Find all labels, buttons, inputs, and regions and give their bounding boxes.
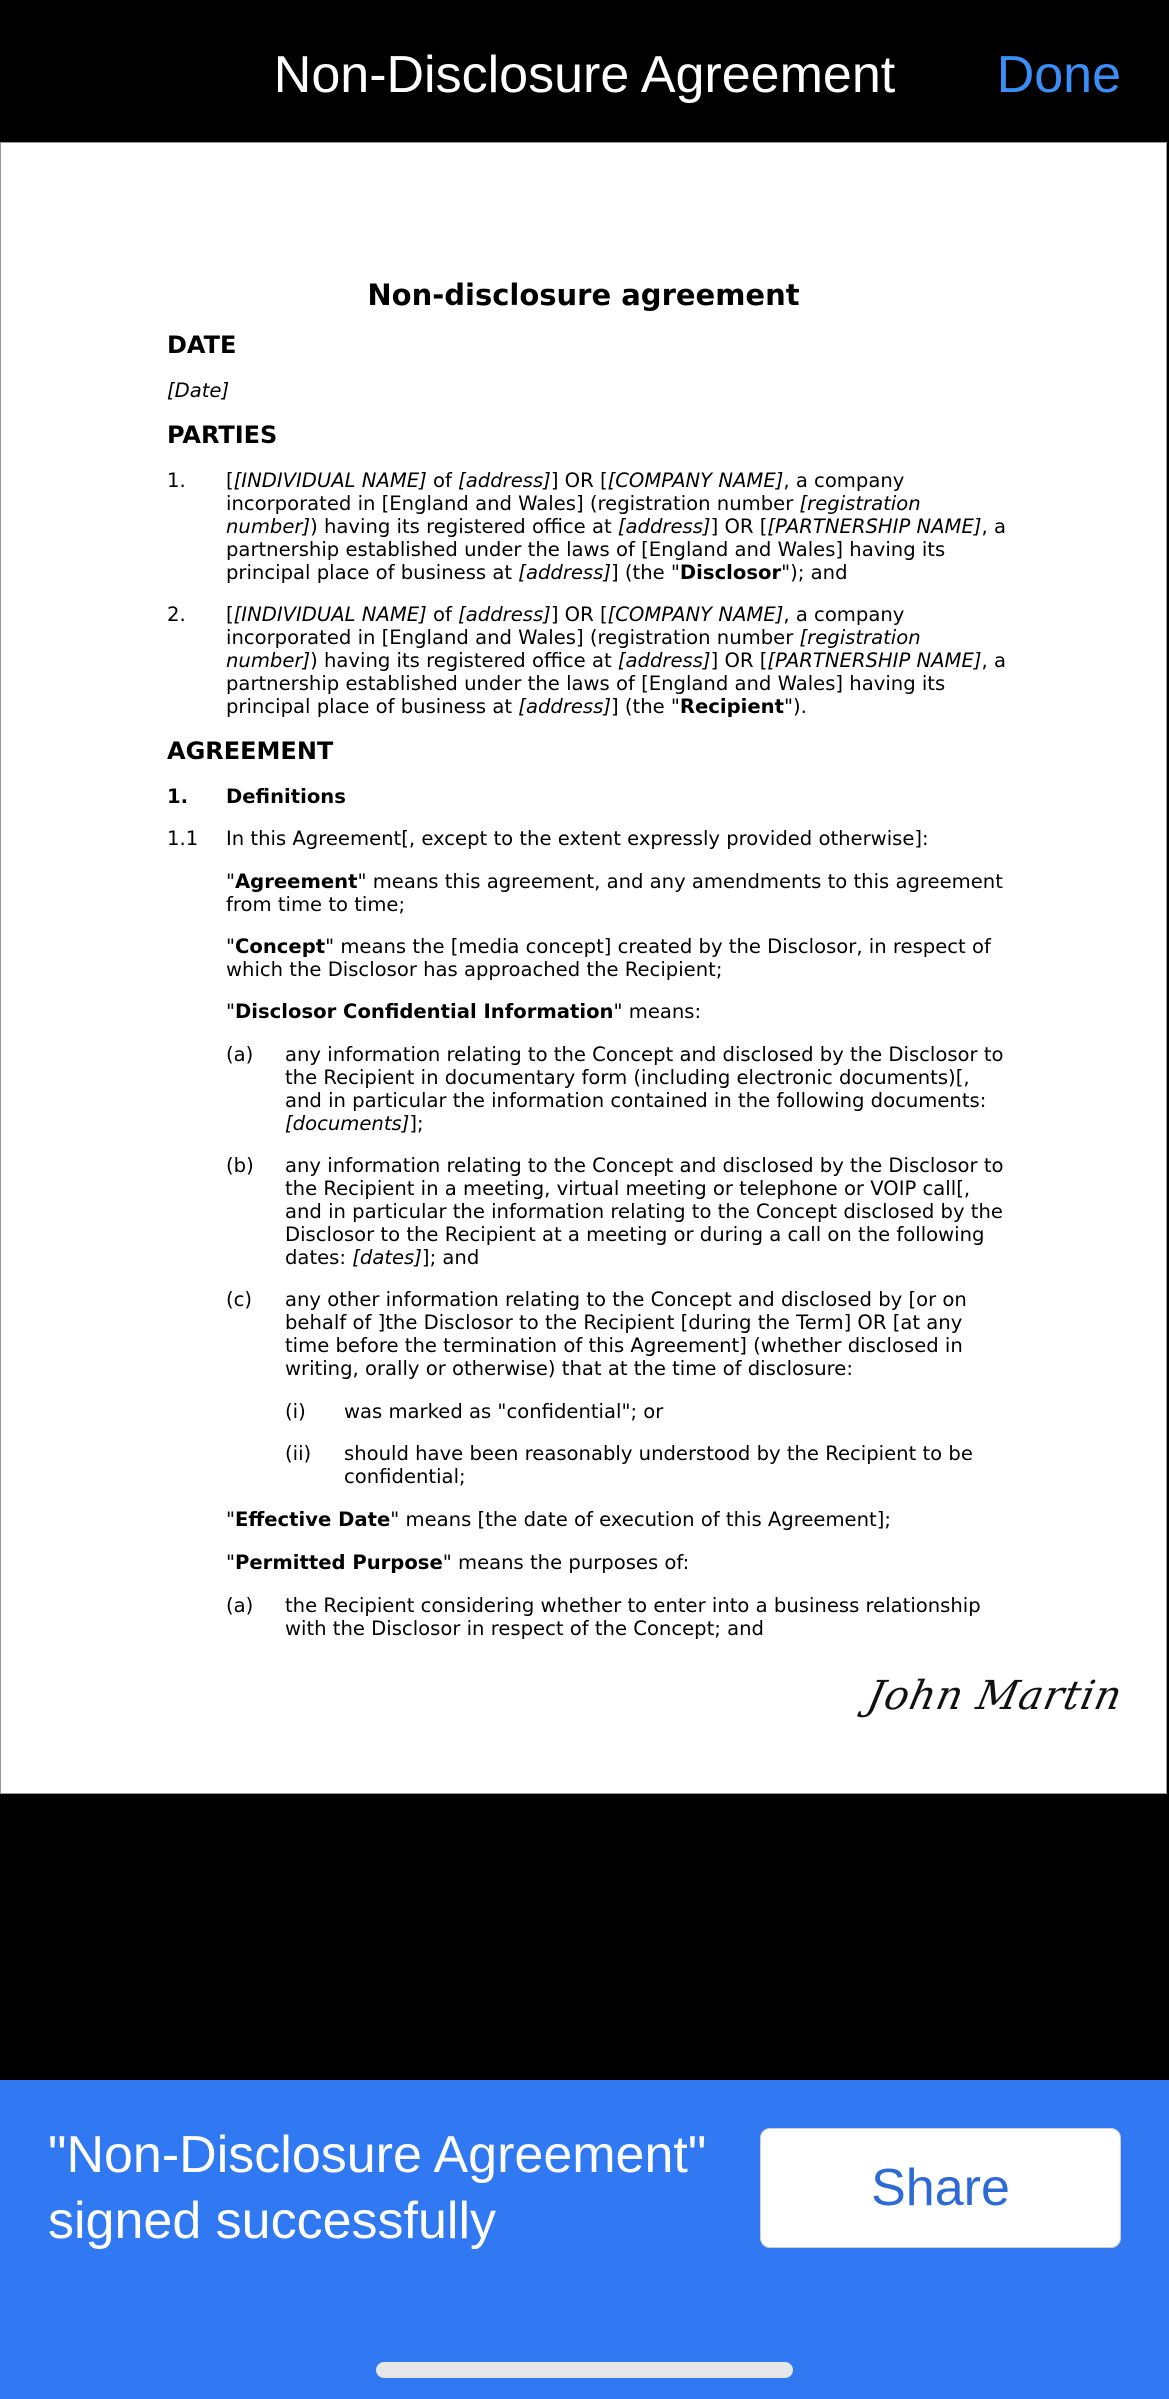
navigation-bar	[0, 0, 1169, 142]
pp-a-text: the Recipient considering whether to enter into a business relationship with the Disclosor in respect of the Concept; and	[285, 1594, 981, 1640]
party-2-role: Recipient	[679, 695, 784, 718]
success-banner	[0, 2080, 1169, 2399]
def-concept: "Concept" means the [media concept] created by the Disclosor, in respect of which the Disclosor has approached the Recipient;	[226, 935, 991, 981]
def-permitted-text: " means the purposes of:	[442, 1551, 690, 1574]
success-message: "Non-Disclosure Agreement" signed successfully	[48, 2126, 707, 2250]
item-i-text: was marked as "confidential"; or	[344, 1400, 664, 1423]
item-c-label: (c)	[226, 1288, 253, 1311]
def-agreement: "Agreement" means this agreement, and any amendments to this agreement from time to time;	[226, 870, 1003, 916]
definitions-number: 1.	[167, 785, 189, 808]
home-indicator[interactable]	[376, 2362, 793, 2378]
date-value: [Date]	[167, 379, 230, 402]
def-dci: "Disclosor Confidential Information" means:	[226, 1000, 702, 1023]
party-1-number: 1.	[167, 469, 186, 492]
item-ii-text: should have been reasonably understood by the Recipient to be confidential;	[344, 1442, 973, 1488]
share-button[interactable]: Share	[760, 2128, 1121, 2248]
party-2-text: [[INDIVIDUAL NAME] of [address]] OR [[COMPANY NAME], a company incorporated in [England and Wales] (registration number [registration number]) having its registered office at [address]] OR [[PARTNERSHIP NAME], a partnership established under the laws of [England and Wales] having its principal place of business at [address]] (the "Recipient").	[226, 603, 1006, 718]
document-title: Non-Disclosure Agreement	[273, 46, 896, 104]
def-concept-term: Concept	[235, 935, 326, 958]
signature-image: John Martin	[863, 1673, 1127, 1719]
def-permitted-term: Permitted Purpose	[235, 1551, 443, 1574]
definitions-title: Definitions	[226, 785, 346, 808]
def-agreement-term: Agreement	[235, 870, 358, 893]
def-concept-text: " means the [media concept] created by the Disclosor, in respect of which the Disclosor has approached the Recipient;	[226, 935, 991, 981]
item-b-text: any information relating to the Concept and disclosed by the Disclosor to the Recipient in a meeting, virtual meeting or telephone or VOIP call[, and in particular the information relating to the Concept disclosed by the Disclosor to the Recipient at a meeting or during a call on the following dates: [dates]]; and	[285, 1154, 1004, 1269]
parties-heading: PARTIES	[167, 421, 278, 449]
clause-number: 1.1	[167, 827, 199, 850]
party-2-number: 2.	[167, 603, 186, 626]
done-button[interactable]: Done	[996, 46, 1121, 104]
date-heading: DATE	[167, 331, 237, 359]
item-a-text: any information relating to the Concept and disclosed by the Disclosor to the Recipient in documentary form (including electronic documents)[, and in particular the information contained in the following documents: [documents]];	[285, 1043, 1004, 1135]
def-permitted-purpose: "Permitted Purpose" means the purposes of:	[226, 1551, 690, 1574]
item-b-label: (b)	[226, 1154, 254, 1177]
party-1-role: Disclosor	[679, 561, 782, 584]
def-effective-date: "Effective Date" means [the date of execution of this Agreement];	[226, 1508, 891, 1531]
def-agreement-text: " means this agreement, and any amendments to this agreement from time to time;	[226, 870, 1003, 916]
item-c-text: any other information relating to the Concept and disclosed by [or on behalf of ]the Disclosor to the Recipient [during the Term] OR [at any time before the termination of this Agreement] (whether disclosed in writing, orally or otherwise) that at the time of disclosure:	[285, 1288, 967, 1380]
item-i-label: (i)	[285, 1400, 306, 1423]
item-a-label: (a)	[226, 1043, 254, 1066]
pp-a-label: (a)	[226, 1594, 254, 1617]
document-page[interactable]	[0, 142, 1167, 1794]
item-ii-label: (ii)	[285, 1442, 312, 1465]
def-dci-term: Disclosor Confidential Information	[235, 1000, 614, 1023]
agreement-heading: AGREEMENT	[167, 737, 334, 765]
def-effective-term: Effective Date	[235, 1508, 391, 1531]
party-1-text: [[INDIVIDUAL NAME] of [address]] OR [[COMPANY NAME], a company incorporated in [England and Wales] (registration number [registration number]) having its registered office at [address]] OR [[PARTNERSHIP NAME], a partnership established under the laws of [England and Wales] having its principal place of business at [address]] (the "Disclosor"); and	[226, 469, 1006, 584]
doc-heading: Non-disclosure agreement	[367, 278, 800, 312]
clause-text: In this Agreement[, except to the extent expressly provided otherwise]:	[226, 827, 929, 850]
def-dci-text: " means:	[613, 1000, 702, 1023]
def-effective-text: " means [the date of execution of this Agreement];	[390, 1508, 891, 1531]
